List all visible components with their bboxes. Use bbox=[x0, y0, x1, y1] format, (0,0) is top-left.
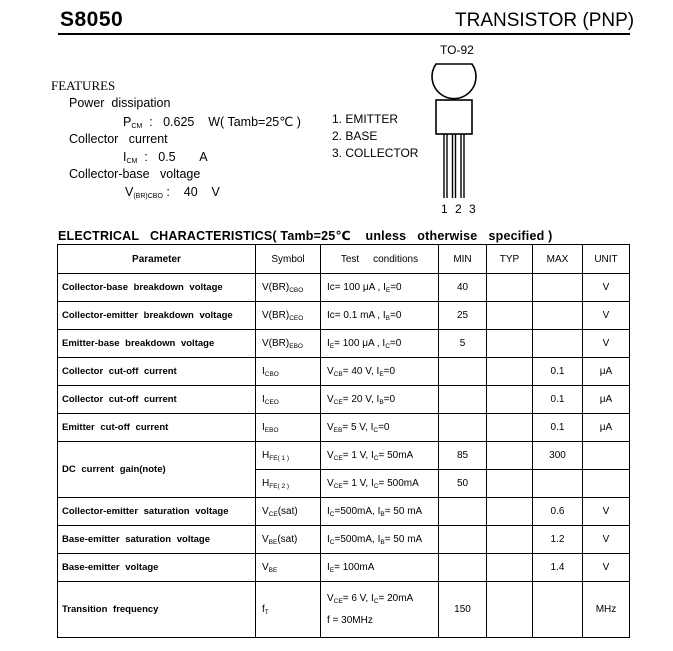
min-cell bbox=[439, 498, 487, 526]
feature-current-label: Collector current bbox=[69, 132, 168, 146]
parameter-cell: Collector-emitter breakdown voltage bbox=[58, 302, 256, 330]
min-cell bbox=[439, 358, 487, 386]
unit-cell: μA bbox=[583, 414, 630, 442]
symbol-cell: $H_{FE( 1 )}$ bbox=[256, 442, 321, 470]
min-cell bbox=[439, 386, 487, 414]
max-cell bbox=[533, 274, 583, 302]
unit-cell: V bbox=[583, 302, 630, 330]
test-condition-cell: Ic= 100 μA , $I_E=0$ bbox=[321, 274, 439, 302]
col-header-min: MIN bbox=[439, 245, 487, 274]
symbol-cell: $V(BR)_{CBO}$ bbox=[256, 274, 321, 302]
table-row bbox=[58, 498, 630, 526]
parameter-cell: Base-emitter saturation voltage bbox=[58, 526, 256, 554]
max-cell bbox=[533, 470, 583, 498]
table-row bbox=[58, 330, 630, 358]
typ-cell bbox=[487, 582, 533, 638]
test-condition-cell: $V_{CE}= 1$ V, $I_C= 50mA$ bbox=[321, 442, 439, 470]
unit-cell: MHz bbox=[583, 582, 630, 638]
unit-cell: V bbox=[583, 274, 630, 302]
feature-voltage-label: Collector-base voltage bbox=[69, 167, 201, 181]
table-row bbox=[58, 526, 630, 554]
test-condition-cell: $I_C=500mA$, $I_B= 50$ mA bbox=[321, 498, 439, 526]
min-cell: 85 bbox=[439, 442, 487, 470]
part-type: TRANSISTOR (PNP) bbox=[455, 10, 635, 31]
table-row bbox=[58, 302, 630, 330]
symbol-cell: $I_{CBO}$ bbox=[256, 358, 321, 386]
table-row bbox=[58, 554, 630, 582]
parameter-cell: Collector cut-off current bbox=[58, 386, 256, 414]
unit-cell: μA bbox=[583, 358, 630, 386]
test-condition-cell: $V_{CE}= 20$ V, $I_B=0$ bbox=[321, 386, 439, 414]
table-row bbox=[58, 442, 630, 470]
min-cell: 25 bbox=[439, 302, 487, 330]
typ-cell bbox=[487, 442, 533, 470]
pin-label-emitter: 1. EMITTER bbox=[332, 112, 399, 126]
feature-power-label: Power dissipation bbox=[69, 96, 171, 110]
package-top-view bbox=[432, 64, 476, 99]
parameter-cell: Collector-emitter saturation voltage bbox=[58, 498, 256, 526]
typ-cell bbox=[487, 554, 533, 582]
table-row bbox=[58, 358, 630, 386]
typ-cell bbox=[487, 302, 533, 330]
typ-cell bbox=[487, 330, 533, 358]
typ-cell bbox=[487, 274, 533, 302]
min-cell bbox=[439, 414, 487, 442]
max-cell: 300 bbox=[533, 442, 583, 470]
pin-label-base: 2. BASE bbox=[332, 129, 378, 143]
test-condition-cell: $V_{CE}= 6$ V, $I_C= 20mA$ f = 30MHz bbox=[321, 582, 439, 638]
typ-cell bbox=[487, 386, 533, 414]
max-cell: 1.4 bbox=[533, 554, 583, 582]
max-cell bbox=[533, 582, 583, 638]
col-header-unit: UNIT bbox=[583, 245, 630, 274]
symbol-cell: $V(BR)_{CEO}$ bbox=[256, 302, 321, 330]
col-header-typ: TYP bbox=[487, 245, 533, 274]
unit-cell: V bbox=[583, 330, 630, 358]
col-header-parameter: Parameter bbox=[58, 245, 256, 274]
unit-cell bbox=[583, 442, 630, 470]
unit-cell: V bbox=[583, 498, 630, 526]
electrical-characteristics-title: ELECTRICAL CHARACTERISTICS( Tamb=25℃ unless otherwise specified ) bbox=[58, 229, 553, 243]
max-cell bbox=[533, 330, 583, 358]
parameter-cell: Collector cut-off current bbox=[58, 358, 256, 386]
test-condition-cell: $V_{EB}= 5$ V, $I_C=0$ bbox=[321, 414, 439, 442]
unit-cell: V bbox=[583, 554, 630, 582]
parameter-cell: Collector-base breakdown voltage bbox=[58, 274, 256, 302]
test-condition-cell: Ic= 0.1 mA , $I_B=0$ bbox=[321, 302, 439, 330]
min-cell: 150 bbox=[439, 582, 487, 638]
min-cell: 40 bbox=[439, 274, 487, 302]
test-condition-cell: $V_{CB}= 40$ V, $I_E=0$ bbox=[321, 358, 439, 386]
part-number: S8050 bbox=[60, 8, 124, 31]
package-name: TO-92 bbox=[440, 43, 474, 57]
unit-cell: V bbox=[583, 526, 630, 554]
parameter-cell: Emitter-base breakdown voltage bbox=[58, 330, 256, 358]
header-rule bbox=[58, 33, 630, 35]
typ-cell bbox=[487, 498, 533, 526]
typ-cell bbox=[487, 414, 533, 442]
symbol-cell: $V_{CE}(sat)$ bbox=[256, 498, 321, 526]
test-condition-cell: $I_E= 100mA$ bbox=[321, 554, 439, 582]
test-condition-cell: $I_C=500mA$, $I_B= 50$ mA bbox=[321, 526, 439, 554]
electrical-characteristics-table bbox=[57, 244, 630, 638]
test-condition-cell: $I_E= 100$ μA , $I_C=0$ bbox=[321, 330, 439, 358]
package-body bbox=[436, 100, 472, 134]
max-cell bbox=[533, 302, 583, 330]
table-row bbox=[58, 414, 630, 442]
symbol-cell: $V_{BE}(sat)$ bbox=[256, 526, 321, 554]
max-cell: 0.1 bbox=[533, 386, 583, 414]
unit-cell bbox=[583, 470, 630, 498]
col-header-symbol: Symbol bbox=[256, 245, 321, 274]
symbol-cell: $V_{BE}$ bbox=[256, 554, 321, 582]
test-condition-cell: $V_{CE}= 1$ V, $I_C= 500mA$ bbox=[321, 470, 439, 498]
pin-numbers: 1 2 3 bbox=[441, 202, 478, 216]
typ-cell bbox=[487, 526, 533, 554]
typ-cell bbox=[487, 358, 533, 386]
max-cell: 0.6 bbox=[533, 498, 583, 526]
typ-cell bbox=[487, 470, 533, 498]
parameter-cell: Base-emitter voltage bbox=[58, 554, 256, 582]
symbol-cell: $I_{CEO}$ bbox=[256, 386, 321, 414]
symbol-cell: $H_{FE( 2 )}$ bbox=[256, 470, 321, 498]
min-cell: 5 bbox=[439, 330, 487, 358]
unit-cell: μA bbox=[583, 386, 630, 414]
table-row bbox=[58, 582, 630, 638]
col-header-max: MAX bbox=[533, 245, 583, 274]
table-header-row bbox=[58, 245, 630, 274]
feature-voltage-value: $V_{(BR)CBO}$ : 40 V bbox=[125, 185, 220, 200]
col-header-test-conditions: Test conditions bbox=[321, 245, 439, 274]
parameter-cell: DC current gain(note) bbox=[58, 442, 256, 498]
feature-power-value: $P_{CM}$ : 0.625 W( Tamb=25℃ ) bbox=[123, 115, 301, 130]
min-cell bbox=[439, 526, 487, 554]
max-cell: 0.1 bbox=[533, 414, 583, 442]
min-cell: 50 bbox=[439, 470, 487, 498]
to92-package-drawing bbox=[420, 58, 490, 203]
pin-label-collector: 3. COLLECTOR bbox=[332, 146, 419, 160]
min-cell bbox=[439, 554, 487, 582]
symbol-cell: $V(BR)_{EBO}$ bbox=[256, 330, 321, 358]
max-cell: 1.2 bbox=[533, 526, 583, 554]
symbol-cell: $f_T$ bbox=[256, 582, 321, 638]
features-title: FEATURES bbox=[51, 78, 116, 93]
table-row bbox=[58, 274, 630, 302]
feature-current-value: $I_{CM}$ : 0.5 A bbox=[123, 150, 208, 165]
parameter-cell: Emitter cut-off current bbox=[58, 414, 256, 442]
max-cell: 0.1 bbox=[533, 358, 583, 386]
table-row bbox=[58, 386, 630, 414]
parameter-cell: Transition frequency bbox=[58, 582, 256, 638]
symbol-cell: $I_{EBO}$ bbox=[256, 414, 321, 442]
